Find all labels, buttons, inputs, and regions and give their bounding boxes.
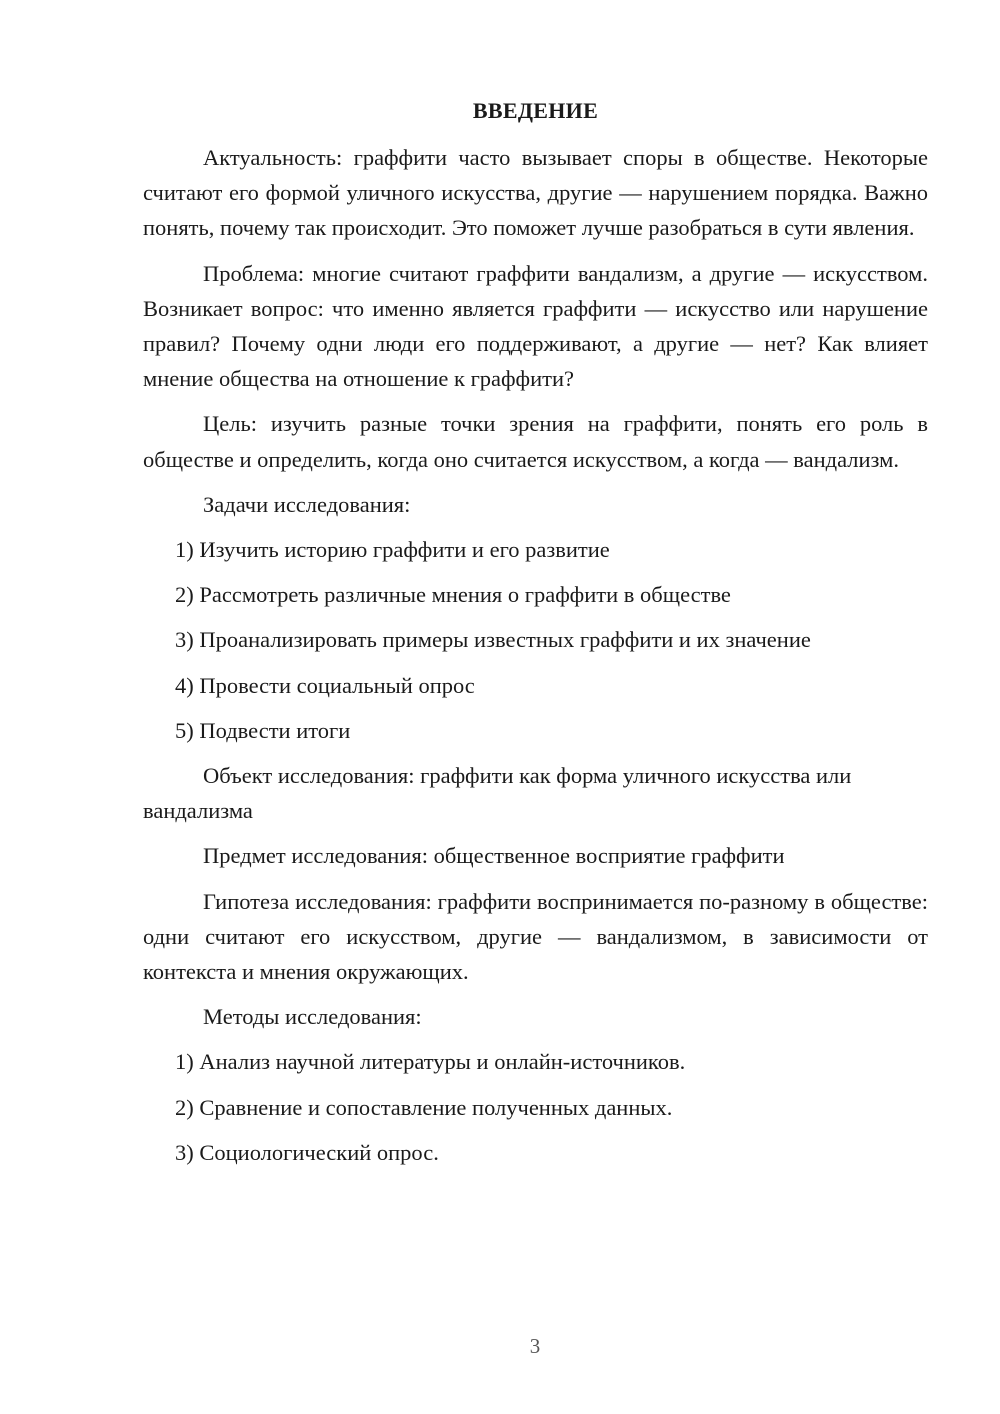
object-paragraph: Объект исследования: граффити как форма уличного искусства или вандализма [143,763,852,824]
subject-paragraph: Предмет исследования: общественное восприятие граффити [203,843,785,869]
task-item-5: 5) Подвести итоги [175,717,351,743]
goal-paragraph: Цель: изучить разные точки зрения на граффити, понять его роль в обществе и определить, когда оно считается искусством, а когда — вандализм. [143,411,928,472]
hypothesis-paragraph: Гипотеза исследования: граффити воспринимается по-разному в обществе: одни считают его искусством, другие — вандализмом, в зависимости от контекста и мнения окружающих. [143,888,928,985]
method-item-1: 1) Анализ научной литературы и онлайн-источников. [175,1049,686,1075]
task-item-4: 4) Провести социальный опрос [175,672,475,698]
page-number: 3 [529,1334,541,1358]
section-title: ВВЕДЕНИЕ [472,98,599,123]
problem-paragraph: Проблема: многие считают граффити вандализм, а другие — искусством. Возникает вопрос: что именно является граффити — искусство или нарушение правил? Почему одни люди его поддерживают, а другие — нет? Как влияет мнение общества на отношение к граффити? [143,260,928,392]
methods-heading: Методы исследования: [203,1004,422,1030]
task-item-3: 3) Проанализировать примеры известных граффити и их значение [175,627,811,653]
method-item-3: 3) Социологический опрос. [175,1139,439,1165]
tasks-heading: Задачи исследования: [203,491,411,517]
document-body [143,140,928,1180]
task-item-1: 1) Изучить историю граффити и его развитие [175,537,610,563]
task-item-2: 2) Рассмотреть различные мнения о граффити в обществе [175,582,731,608]
method-item-2: 2) Сравнение и сопоставление полученных данных. [175,1094,673,1120]
actuality-paragraph: Актуальность: граффити часто вызывает споры в обществе. Некоторые считают его формой уличного искусства, другие — нарушением порядка. Важно понять, почему так происходит. Это поможет лучше разобраться в сути явления. [143,145,928,241]
